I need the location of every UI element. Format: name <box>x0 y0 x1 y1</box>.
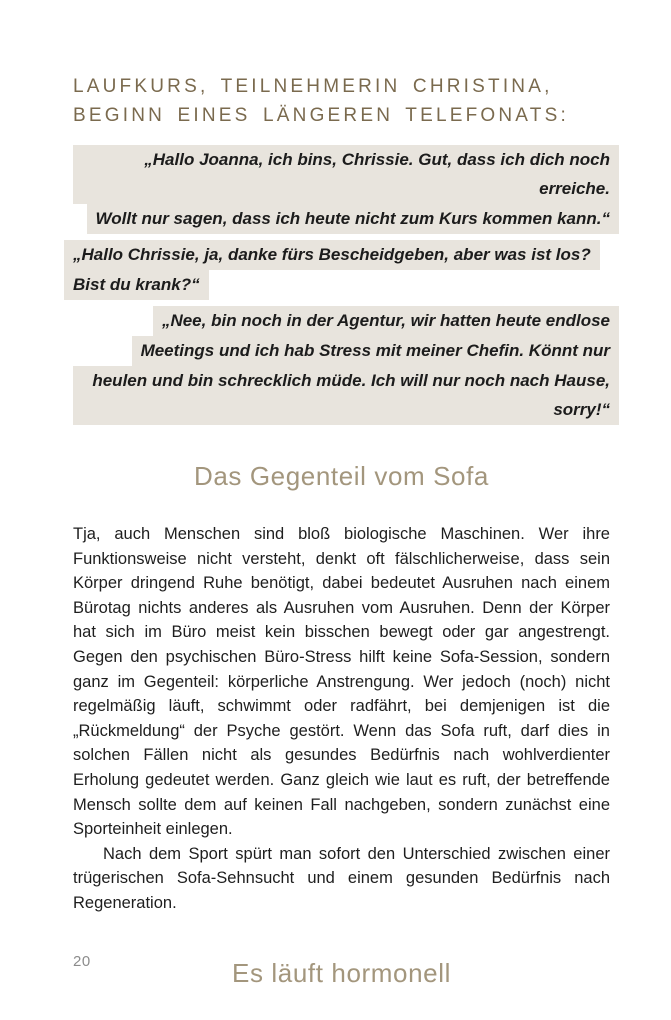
dialogue-section <box>73 145 610 425</box>
speech-bubble-chrissie-2 <box>73 306 610 425</box>
body-paragraph: Tja, auch Menschen sind bloß biologische Maschinen. Wer ihre Funktionsweise nicht versteht, denkt oft fälschlicherweise, dass sein Körper dringend Ruhe benötigt, dabei bedeutet Ausruhen nach einem Bürotag nichts anderes als Ausruhen vom Ausruhen. Denn der Körper hat sich im Büro meist kein bisschen bewegt oder gar angestrengt. Gegen den psychischen Büro-Stress hilft keine Sofa-Session, sondern ganz im Gegenteil: körperliche Anstrengung. Wer jedoch (noch) nicht regelmäßig läuft, schwimmt oder radfährt, bei demjenigen ist die „Rückmeldung“ der Psyche gestört. Wenn das Sofa ruft, darf dies in solchen Fällen nicht als gesundes Bedürfnis nach wohlverdienter Erholung gedeutet werden. Ganz gleich wie laut es ruft, der betreffende Mensch sollte dem auf keinen Fall nachgeben, sondern zunächst eine Sporteinheit einlegen. <box>73 525 610 839</box>
scene-heading-line-1: LAUFKURS, TEILNEHMERIN CHRISTINA, <box>73 76 553 97</box>
speech-line: Wollt nur sagen, dass ich heute nicht zum Kurs kommen kann.“ <box>87 204 620 234</box>
speech-line: „Nee, bin noch in der Agentur, wir hatten heute endlose <box>153 306 619 336</box>
speech-line: „Hallo Joanna, ich bins, Chrissie. Gut, dass ich dich noch erreiche. <box>73 145 619 204</box>
speech-bubble-joanna <box>73 240 610 300</box>
speech-bubble-chrissie-1 <box>73 145 610 234</box>
section-heading-sofa: Das Gegenteil vom Sofa <box>193 461 489 491</box>
scene-heading <box>73 72 610 130</box>
body-paragraph: Nach dem Sport spürt man sofort den Unterschied zwischen einer trügerischen Sofa-Sehnsucht und einem gesunden Bedürfnis nach Regeneration. <box>73 844 610 912</box>
speech-line: Meetings und ich hab Stress mit meiner Chefin. Könnt nur <box>132 336 619 366</box>
speech-line: „Hallo Chrissie, ja, danke fürs Bescheidgeben, aber was ist los? <box>64 240 600 270</box>
scene-heading-line-2: BEGINN EINES LÄNGEREN TELEFONATS: <box>73 105 569 126</box>
speech-line: Bist du krank?“ <box>64 270 209 300</box>
page-number: 20 <box>73 953 91 970</box>
speech-line: heulen und bin schrecklich müde. Ich will nur noch nach Hause, sorry!“ <box>73 366 619 425</box>
section-heading-hormonell: Es läuft hormonell <box>232 957 451 988</box>
